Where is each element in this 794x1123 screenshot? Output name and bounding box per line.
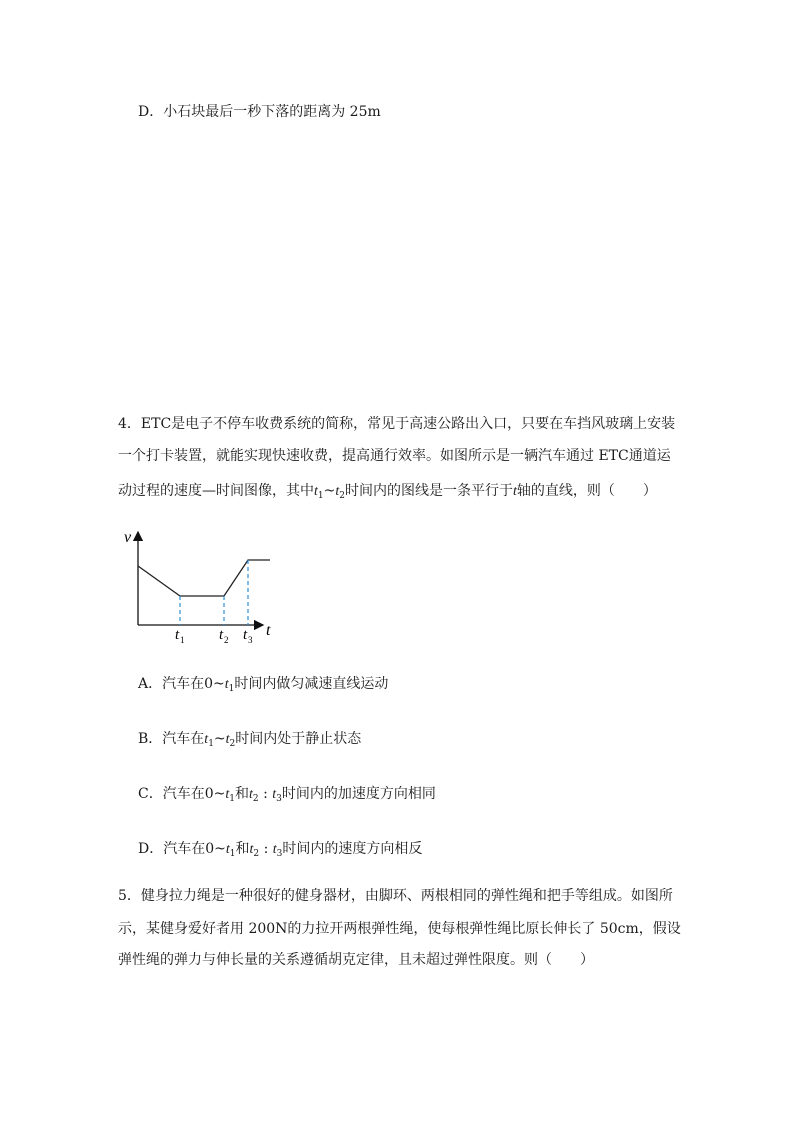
velocity-line	[138, 560, 270, 596]
t2-subscript: 2	[224, 635, 229, 645]
q4-option-b: B．汽车在$t_1\sim t_2$时间内处于静止状态	[138, 731, 362, 749]
t1-label: t	[175, 627, 180, 643]
q4-line3: 动过程的速度—时间图像，其中$t_1\sim t_2$时间内的图线是一条平行于t轴的直线，则（ ）	[118, 483, 657, 501]
q4-line2: 一个打卡装置，就能实现快速收费，提高通行效率。如图所示是一辆汽车通过 ETC通道运	[118, 448, 671, 464]
t3-subscript: 3	[248, 635, 253, 645]
velocity-time-graph	[118, 522, 288, 647]
graph-svg	[118, 522, 288, 647]
v-label: v	[124, 529, 132, 546]
q5-line2: 示，某健身爱好者用 200N的力拉开两根弹性绳，使每根弹性绳比原长伸长了 50cm，假设	[118, 921, 681, 937]
q4-option-d: D．汽车在$0\sim t_1$和$t_2$ : $t_3$时间内的速度方向相反	[138, 841, 423, 859]
t1-subscript: 1	[180, 635, 185, 645]
t-label: t	[266, 622, 271, 639]
t2-label: t	[219, 627, 224, 643]
q5-line1: 5．健身拉力绳是一种很好的健身器材，由脚环、两根相同的弹性绳和把手等组成。如图所	[118, 888, 673, 904]
q5-line3: 弹性绳的弹力与伸长量的关系遵循胡克定律，且未超过弹性限度。则（ ）	[118, 952, 594, 968]
q4-option-c: C．汽车在$0\sim t_1$和$t_2$ : $t_3$时间内的加速度方向相同	[138, 786, 436, 804]
t3-label: t	[243, 627, 248, 643]
q4-option-a: A．汽车在$0\sim t_1$时间内做匀减速直线运动	[138, 676, 389, 694]
prev-option-d: D．小石块最后一秒下落的距离为 25m	[138, 104, 381, 120]
q4-line1: 4．ETC是电子不停车收费系统的简称，常见于高速公路出入口，只要在车挡风玻璃上安装	[118, 416, 676, 432]
